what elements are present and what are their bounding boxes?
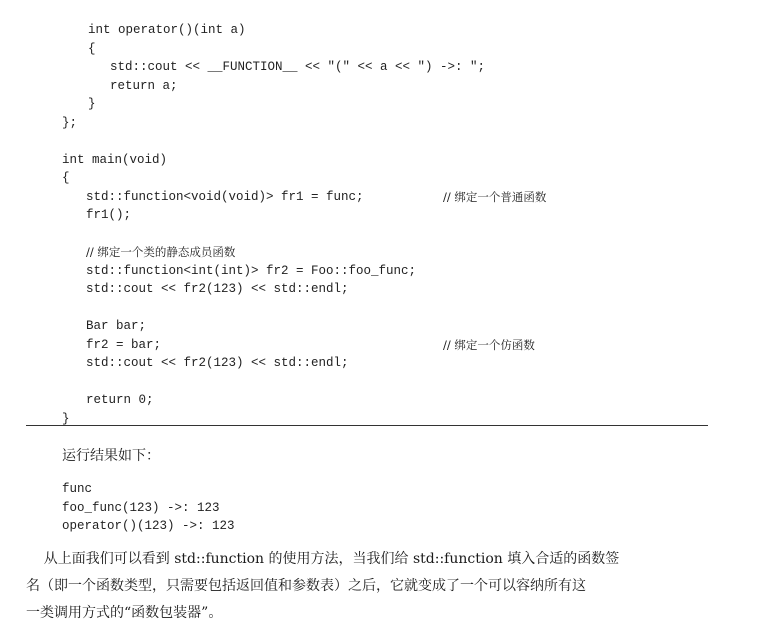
code-text: std::function<void(void)> fr1 = func; bbox=[86, 189, 364, 204]
paragraph-line: 从上面我们可以看到 std::function 的使用方法，当我们给 std::function 填入合适的函数签 bbox=[26, 551, 620, 567]
result-heading: 运行结果如下： bbox=[62, 448, 160, 464]
code-line bbox=[88, 22, 720, 38]
code-line bbox=[86, 300, 720, 316]
code-text: std::cout << fr2(123) << std::endl; bbox=[86, 356, 349, 370]
code-text: std::function<int(int)> fr2 = Foo::foo_func; bbox=[86, 263, 417, 278]
code-comment: // 绑定一个类的静态成员函数 bbox=[86, 245, 236, 259]
code-text: Bar bar; bbox=[86, 319, 147, 333]
code-text: fr1(); bbox=[86, 208, 132, 222]
code-line bbox=[110, 78, 720, 94]
code-text: return a; bbox=[110, 78, 178, 93]
code-text: int main(void) bbox=[62, 152, 168, 167]
code-line bbox=[62, 133, 720, 149]
code-text: { bbox=[62, 171, 70, 185]
code-text: std::cout << __FUNCTION__ << "(" << a << ") ->: "; bbox=[110, 60, 486, 74]
output-line: func bbox=[62, 482, 93, 496]
code-line bbox=[86, 207, 720, 223]
code-text: } bbox=[62, 411, 70, 426]
code-text: { bbox=[88, 41, 96, 56]
code-text: } bbox=[88, 97, 96, 111]
code-text: return 0; bbox=[86, 393, 154, 407]
paragraph-line: 一类调用方式的“函数包装器”。 bbox=[26, 605, 223, 621]
code-line bbox=[86, 318, 720, 334]
code-line bbox=[62, 152, 720, 168]
code-line bbox=[88, 41, 720, 57]
code-line bbox=[88, 96, 720, 112]
section-divider bbox=[26, 425, 708, 426]
code-text: int operator()(int a) bbox=[88, 23, 246, 37]
code-line bbox=[86, 263, 720, 279]
code-comment: // 绑定一个仿函数 bbox=[443, 337, 535, 352]
code-line bbox=[62, 170, 720, 186]
code-comment: // 绑定一个普通函数 bbox=[443, 189, 547, 204]
code-text: std::cout << fr2(123) << std::endl; bbox=[86, 282, 349, 296]
paragraph-line: 名（即一个函数类型，只需要包括返回值和参数表）之后，它就变成了一个可以容纳所有这 bbox=[26, 578, 586, 594]
code-line bbox=[86, 244, 720, 260]
output-line: operator()(123) ->: 123 bbox=[62, 519, 235, 533]
code-text: fr2 = bar; bbox=[86, 337, 162, 352]
code-line bbox=[86, 355, 720, 371]
code-text: }; bbox=[62, 115, 78, 130]
code-line bbox=[62, 115, 720, 131]
output-line: foo_func(123) ->: 123 bbox=[62, 500, 220, 515]
code-line bbox=[110, 59, 720, 75]
code-line bbox=[86, 281, 720, 297]
code-line bbox=[86, 374, 720, 390]
code-line bbox=[86, 337, 720, 353]
code-line bbox=[86, 392, 720, 408]
code-line bbox=[86, 226, 720, 242]
code-line bbox=[86, 189, 720, 205]
